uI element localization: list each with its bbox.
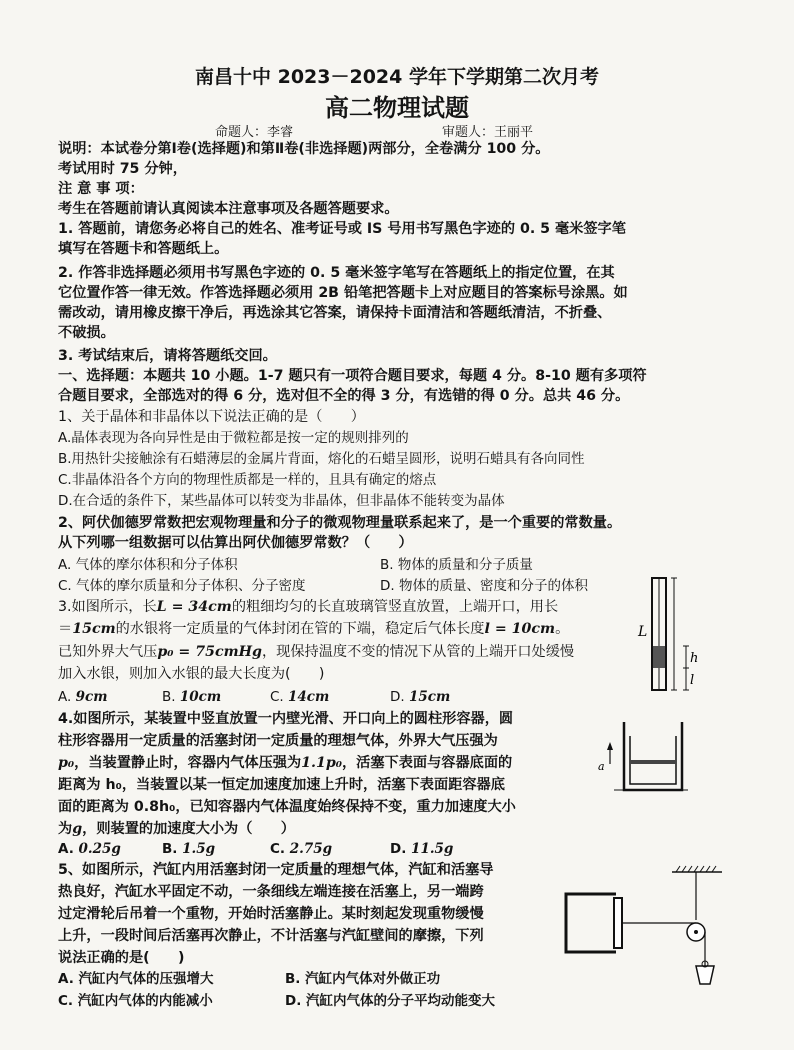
q3-option-a: A. 9cm [58,689,108,705]
q4-option-b: B. 1.5g [162,841,216,857]
q3-option-d: D. 15cm [390,689,451,705]
piston [630,760,676,764]
section-heading-line-2: 合题目要求，全部选对的得 6 分，选对但不全的得 3 分，有选错的得 0 分。总共 46 分。 [58,388,630,404]
q4-option-a: A. 0.25g [58,841,121,857]
q3-stem-line-3: 已知外界大气压p₀ = 75cmHg，现保持温度不变的情况下从管的上端开口处缓慢 [58,644,575,660]
q5-stem-line-2: 热良好，汽缸水平固定不动，一条细线左端连接在活塞上，另一端跨 [58,884,484,900]
intro-line-2: 考试用时 75 分钟， [58,161,187,177]
intro-line-5: 1. 答题前，请您务必将自己的姓名、准考证号或 IS 号用书写黑色字迹的 0. 5 毫米签字笔 [58,221,626,237]
q4-stem-line-2: 柱形容器用一定质量的活塞封闭一定质量的理想气体，外界大气压强为 [58,733,498,749]
q2-option-b: B. 物体的质量和分子质量 [380,557,533,573]
q5-option-b: B. 汽缸内气体对外做正功 [285,971,441,987]
q3-math-l: l = 10cm [484,621,556,637]
q4-math-pressure: 1.1p₀ [301,755,342,771]
q3-tube-figure [636,572,706,697]
cylinder-wall [566,894,616,952]
q3-math-mercury: 15cm [72,621,116,637]
q1-option-a: A.晶体表现为各向异性是由于微粒都是按一定的规则排列的 [58,430,409,446]
q1-stem: 1、关于晶体和非晶体以下说法正确的是（ ） [58,409,365,425]
q2-stem-line-1: 2、阿伏伽德罗常数把宏观物理量和分子的微观物理量联系起来了，是一个重要的常数量。 [58,515,622,531]
intro-line-6: 填写在答题卡和答题纸上。 [58,241,229,257]
q2-option-c: C. 气体的摩尔质量和分子体积、分子密度 [58,578,306,594]
label-a: a [598,760,605,773]
intro-line-1: 说明：本试卷分第Ⅰ卷(选择题)和第Ⅱ卷(非选择题)两部分，全卷满分 100 分。 [58,141,550,157]
q5-cylinder-figure [556,862,746,994]
q2-option-d: D. 物体的质量、密度和分子的体积 [380,578,588,594]
exam-subtitle: 高二物理试题 [325,94,469,122]
container-wall [624,722,682,790]
q4-stem-line-3: p₀，当装置静止时，容器内气体压强为1.1p₀，活塞下表面与容器底面的 [58,755,513,771]
q4-container-figure [594,716,690,800]
q3-stem-line-4: 加入水银，则加入水银的最大长度为( ) [58,666,325,682]
hanging-weight [696,966,714,984]
intro-line-8: 它位置作答一律无效。作答选择题必须用 2B 铅笔把答题卡上对应题目的答案标号涂黑。如 [58,285,628,301]
intro-line-7: 2. 作答非选择题必须用书写黑色字迹的 0. 5 毫米签字笔写在答题纸上的指定位置，在其 [58,265,615,281]
q2-stem-line-2: 从下列哪一组数据可以估算出阿伏伽德罗常数？（ ） [58,535,413,551]
q3-math-L: L = 34cm [156,599,232,615]
q3-stem-line-2: ＝15cm的水银将一定质量的气体封闭在管的下端，稳定后气体长度l = 10cm。 [58,621,570,637]
q3-option-b: B. 10cm [162,689,222,705]
q3-math-p0: p₀ = 75cmHg [157,644,262,660]
q4-option-d: D. 11.5g [390,841,454,857]
q5-option-a: A. 汽缸内气体的压强增大 [58,971,214,987]
q5-stem-line-3: 过定滑轮后吊着一个重物，开始时活塞静止。某时刻起发现重物缓慢 [58,906,484,922]
q4-option-c: C. 2.75g [270,841,333,857]
q5-option-c: C. 汽缸内气体的内能减小 [58,993,213,1009]
intro-line-4: 考生在答题前请认真阅读本注意事项及各题答题要求。 [58,201,399,217]
label-L: L [638,624,648,640]
q1-option-b: B.用热针尖接触涂有石蜡薄层的金属片背面，熔化的石蜡呈圆形，说明石蜡具有各向同性 [58,451,585,467]
notes-heading: 注 意 事 项： [58,181,144,197]
q4-stem-line-4: 距离为 h₀，当装置以某一恒定加速度加速上升时，活塞下表面距容器底 [58,777,505,793]
q5-option-d: D. 汽缸内气体的分子平均动能变大 [285,993,496,1009]
cylinder-piston [614,898,622,948]
q5-stem-line-4: 上升，一段时间后活塞再次静止，不计活塞与汽缸壁间的摩擦，下列 [58,928,484,944]
label-l: l [690,673,695,688]
q5-stem-line-5: 说法正确的是( ) [58,950,185,966]
q4-stem-line-5: 面的距离为 0.8h₀，已知容器内气体温度始终保持不变，重力加速度大小 [58,799,516,815]
q1-option-c: C.非晶体沿各个方向的物理性质都是一样的，且具有确定的熔点 [58,472,437,488]
label-h: h [690,651,699,666]
q2-option-a: A. 气体的摩尔体积和分子体积 [58,557,238,573]
q4-stem-line-1: 4.如图所示，某装置中竖直放置一内壁光滑、开口向上的圆柱形容器，圆 [58,711,514,727]
intro-line-10: 不破损。 [58,325,115,341]
mercury-column [653,646,665,668]
author: 命题人：李睿 [215,125,294,140]
q1-option-d: D.在合适的条件下，某些晶体可以转变为非晶体，但非晶体不能转变为晶体 [58,493,505,509]
q4-math-p0: p₀ [58,755,75,771]
q5-stem-line-1: 5、如图所示，汽缸内用活塞封闭一定质量的理想气体，汽缸和活塞导 [58,862,494,878]
q3-stem-line-1: 3.如图所示，长L = 34cm的粗细均匀的长直玻璃管竖直放置，上端开口，用长 [58,599,559,615]
intro-line-9: 需改动，请用橡皮擦干净后，再选涂其它答案，请保持卡面清洁和答题纸清洁，不折叠、 [58,305,612,321]
section-heading-line-1: 一、选择题：本题共 10 小题。1-7 题只有一项符合题目要求，每题 4 分。8-10 题有多项符 [58,368,647,384]
q3-option-c: C. 14cm [270,689,330,705]
exam-title: 南昌十中 2023－2024 学年下学期第二次月考 [195,66,599,88]
intro-line-11: 3. 考试结束后，请将答题纸交回。 [58,348,277,364]
q4-stem-line-6: 为g，则装置的加速度大小为（ ） [58,821,295,837]
reviewer: 审题人：王丽平 [442,125,534,140]
